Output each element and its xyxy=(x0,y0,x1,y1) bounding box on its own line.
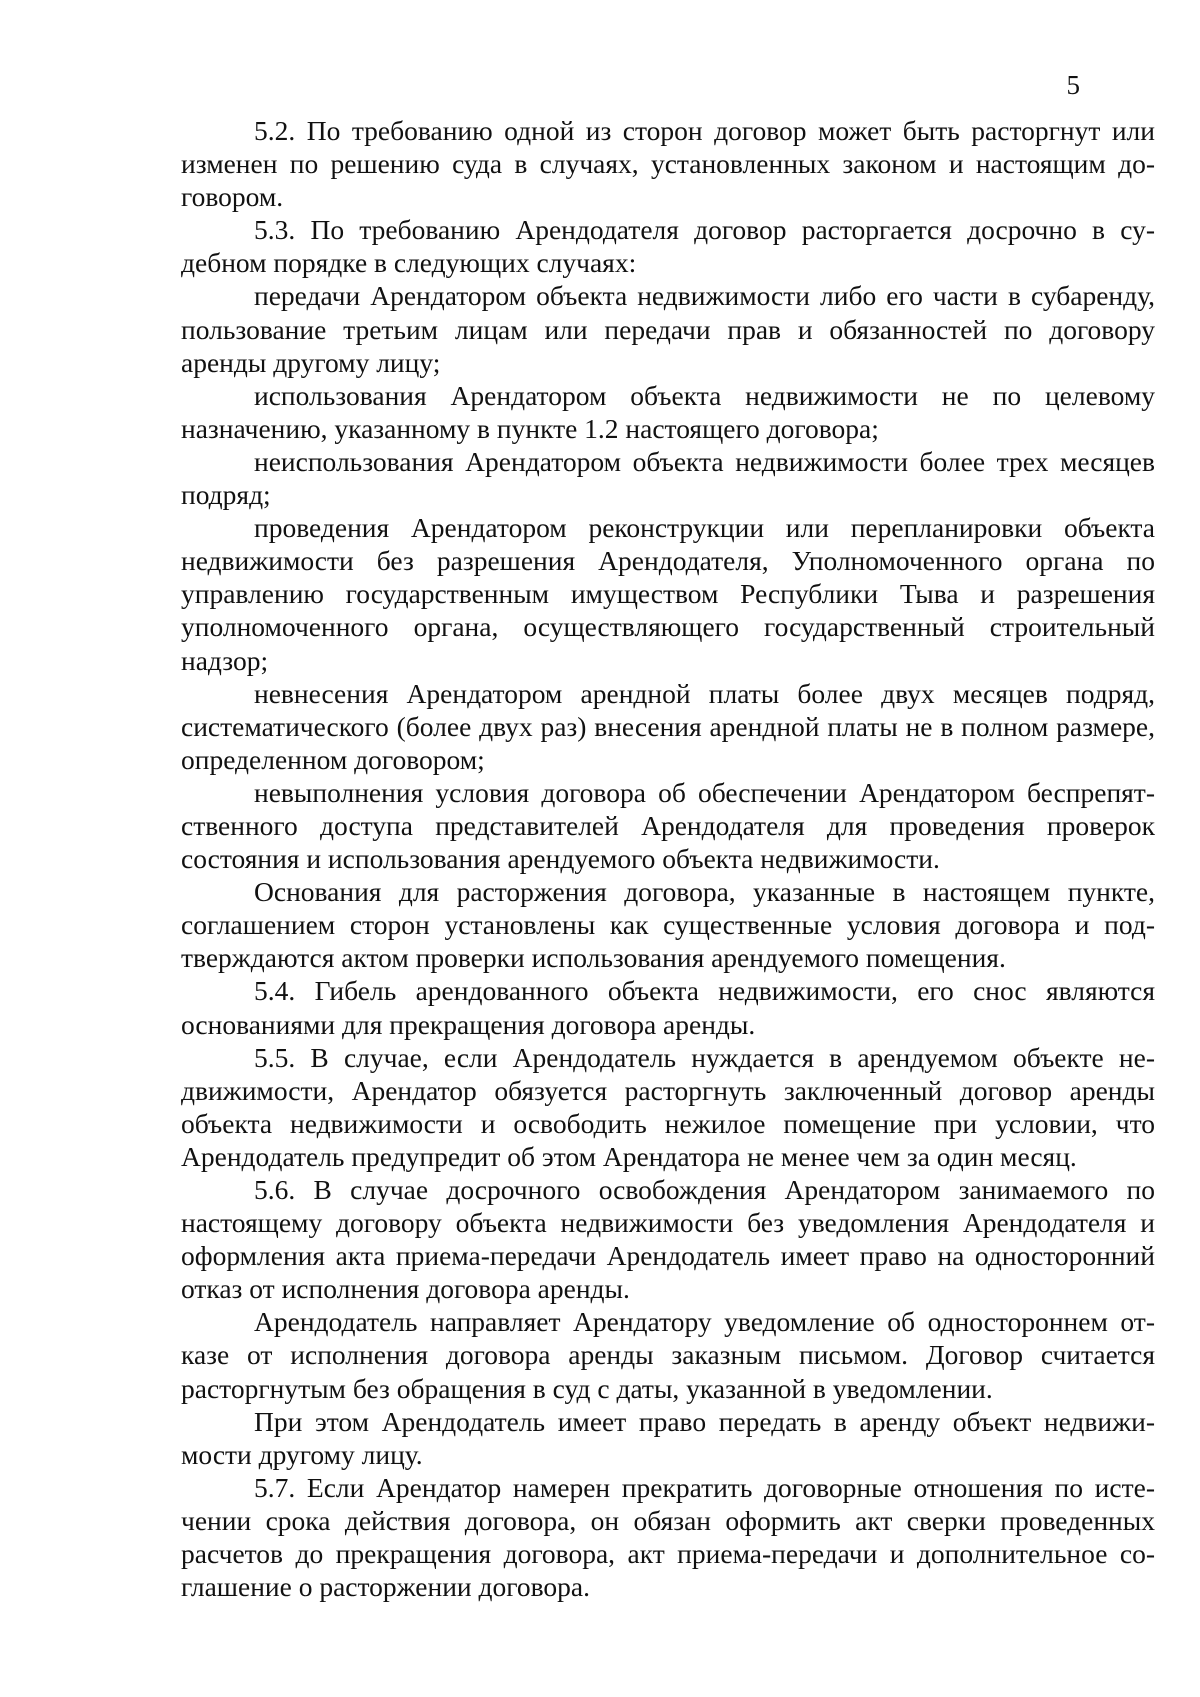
clause-5-5: 5.5. В случае, если Арендодатель нуждается в арендуемом объекте недвижимости, Арендатор обязуется расторгнуть заключенный договор аренды объекта недвижимости и освободить нежилое помещение при условии, что Арендодатель предупредит об этом Арендатора не менее чем за один месяц. xyxy=(181,1041,1155,1172)
clause-5-3-item-misuse: использования Арендатором объекта недвижимости не по целевому назначению, указанному в пункте 1.2 настоящего договора; xyxy=(181,379,1155,444)
clause-5-3: 5.3. По требованию Арендодателя договор расторгается досрочно в судебном порядке в следующих случаях: xyxy=(181,214,1155,279)
clause-5-3-grounds: Основания для расторжения договора, указанные в настоящем пункте, соглашением сторон установлены как существенные условия договора и подтверждаются актом проверки использования арендуемого помещения. xyxy=(181,876,1155,974)
clause-5-6-notice: Арендодатель направляет Арендатору уведомление об одностороннем отказе от исполнения договора аренды заказным письмом. Договор считается расторгнутым без обращения в суд с даты, указанной в уведомлении. xyxy=(181,1306,1155,1404)
clause-5-2: 5.2. По требованию одной из сторон договор может быть расторгнут или изменен по решению суда в случаях, установленных законом и настоящим договором. xyxy=(181,115,1155,213)
page-number: 5 xyxy=(1066,70,1080,100)
clause-5-6: 5.6. В случае досрочного освобождения Арендатором занимаемого по настоящему договору объекта недвижимости без уведомления Арендодателя и оформления акта приема-передачи Арендодатель имеет право на односторонний отказ от исполнения договора аренды. xyxy=(181,1174,1155,1305)
clause-5-3-item-non-use: неиспользования Арендатором объекта недвижимости более трех месяцев подряд; xyxy=(181,445,1155,511)
clause-5-3-item-reconstruction: проведения Арендатором реконструкции или перепланировки объекта недвижимости без разрешения Арендодателя, Уполномоченного органа по управлению государственным имуществом Республики Тыва и разрешения уполномоченного органа, осуществляющего государственный строительный надзор; xyxy=(181,512,1155,676)
document-body xyxy=(181,114,1155,1603)
clause-5-7: 5.7. Если Арендатор намерен прекратить договорные отношения по истечении срока действия договора, он обязан оформить акт сверки проведенных расчетов до прекращения договора, акт приема-передачи и дополнительное соглашение о расторжении договора. xyxy=(181,1471,1155,1603)
clause-5-3-item-non-payment: невнесения Арендатором арендной платы более двух месяцев подряд, систематического (более двух раз) внесения арендной платы не в полном размере, определенном договором; xyxy=(181,677,1155,775)
clause-5-4: 5.4. Гибель арендованного объекта недвижимости, его снос являются основаниями для прекращения договора аренды. xyxy=(181,975,1155,1040)
clause-5-3-item-sublease: передачи Арендатором объекта недвижимости либо его части в субаренду, пользование третьим лицам или передачи прав и обязанностей по договору аренды другому лицу; xyxy=(181,280,1155,378)
clause-5-3-item-access: невыполнения условия договора об обеспечении Арендатором беспрепятственного доступа представителей Арендодателя для проведения проверок состояния и использования арендуемого объекта недвижимости. xyxy=(181,776,1155,875)
clause-5-6-transfer: При этом Арендодатель имеет право передать в аренду объект недвижимости другому лицу. xyxy=(181,1405,1155,1470)
